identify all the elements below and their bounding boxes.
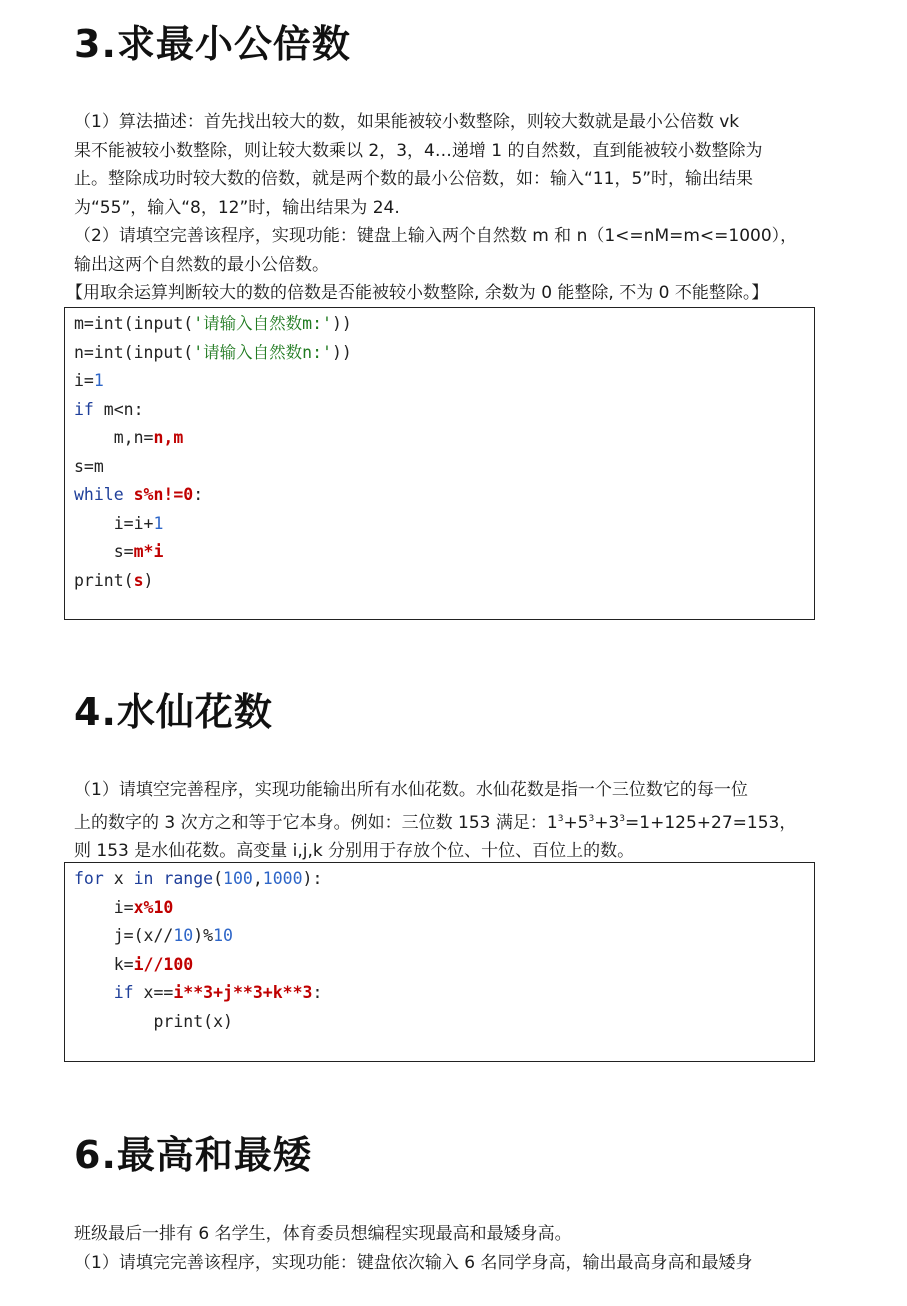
answer-token: m*i xyxy=(133,542,164,561)
section-heading-tallest-shortest: 6.最高和最矮 xyxy=(74,1133,312,1177)
code-line xyxy=(74,314,352,334)
code-token: 10 xyxy=(173,926,194,945)
paragraph: （1）算法描述：首先找出较大的数，如果能被较小数整除，则较大数就是最小公倍数 vk xyxy=(74,112,740,132)
paragraph: （1）请填空完善程序，实现功能输出所有水仙花数。水仙花数是指一个三位数它的每一位 xyxy=(74,780,748,800)
code-token: i= xyxy=(74,371,94,390)
superscript-3: 3 xyxy=(619,813,626,824)
answer-token: i**3+j**3+k**3 xyxy=(173,983,313,1002)
paragraph-note: 【用取余运算判断较大的数的倍数是否能被较小数整除, 余数为 0 能整除, 不为 0 不能整除。】 xyxy=(66,283,769,303)
code-line xyxy=(74,343,352,363)
code-line xyxy=(74,869,322,889)
paragraph: 为“55”，输入“8，12”时，输出结果为 24. xyxy=(74,197,400,218)
code-line xyxy=(74,926,233,946)
code-token xyxy=(154,869,164,888)
code-line xyxy=(74,485,203,505)
section-heading-narcissistic: 4.水仙花数 xyxy=(74,690,273,734)
code-token: , xyxy=(252,869,263,888)
code-token: s=m xyxy=(74,456,104,476)
code-token: x== xyxy=(133,983,174,1002)
code-token: while xyxy=(74,485,124,504)
code-token: '请输入自然数n:' xyxy=(193,342,332,362)
code-token: i= xyxy=(74,897,134,917)
code-line xyxy=(74,1012,233,1032)
code-token: for xyxy=(74,869,104,888)
code-token: s= xyxy=(74,542,134,561)
code-line xyxy=(74,983,322,1003)
answer-token: n,m xyxy=(153,428,184,447)
code-line xyxy=(74,898,173,918)
code-token: x xyxy=(103,869,134,888)
code-token: if xyxy=(113,983,134,1002)
code-token: )% xyxy=(193,926,214,945)
answer-token: s xyxy=(133,570,144,590)
paragraph: （2）请填空完善该程序，实现功能：键盘上输入两个自然数 m 和 n（1<=nM=m<=1000）， xyxy=(74,226,798,246)
superscript-3: 3 xyxy=(588,813,595,824)
section-body-tallest-shortest xyxy=(74,1220,834,1277)
code-line xyxy=(74,400,144,420)
code-line xyxy=(74,457,104,477)
code-token xyxy=(74,983,114,1002)
code-token: m,n= xyxy=(74,428,154,447)
code-token: range xyxy=(163,869,214,888)
code-token: m<n: xyxy=(93,399,144,419)
code-line xyxy=(74,542,163,562)
paragraph: 输出这两个自然数的最小公倍数。 xyxy=(74,254,329,275)
paragraph: 则 153 是水仙花数。高变量 i,j,k 分别用于存放个位、十位、百位上的数。 xyxy=(74,841,635,861)
code-line xyxy=(74,955,193,975)
code-token: '请输入自然数m:' xyxy=(193,314,332,333)
code-token: print( xyxy=(74,570,134,590)
code-token: print(x) xyxy=(74,1011,233,1031)
code-token: n=int(input( xyxy=(74,342,194,362)
code-token: : xyxy=(312,983,323,1002)
code-line xyxy=(74,371,104,391)
code-token: : xyxy=(193,485,204,504)
code-token: k= xyxy=(74,954,134,974)
paragraph: （1）请填完完善该程序，实现功能：键盘依次输入 6 名同学身高，输出最高身高和最矮身 xyxy=(74,1252,753,1273)
paragraph: 果不能被较小数整除，则让较大数乘以 2，3，4…递增 1 的自然数，直到能被较小数整除为 xyxy=(74,140,763,161)
section-body-narcissistic xyxy=(74,776,834,866)
code-token: ): xyxy=(302,869,323,888)
code-token: )) xyxy=(331,314,352,333)
code-token xyxy=(124,485,134,504)
superscript-3: 3 xyxy=(557,813,564,824)
section-body-lcm xyxy=(66,108,834,308)
section-heading-lcm: 3.求最小公倍数 xyxy=(74,22,351,66)
code-block-narcissistic xyxy=(64,862,815,1062)
code-token: 10 xyxy=(213,926,233,945)
code-block-lcm xyxy=(64,307,815,620)
code-token: 100 xyxy=(223,869,253,888)
paragraph: 止。整除成功时较大数的倍数，就是两个数的最小公倍数，如：输入“11，5”时，输出结果 xyxy=(74,169,754,189)
code-line xyxy=(74,571,153,591)
code-token: ( xyxy=(213,869,224,888)
code-token: )) xyxy=(331,342,352,362)
answer-token: i//100 xyxy=(133,954,194,974)
code-token: j=(x// xyxy=(74,926,174,945)
code-line xyxy=(74,514,163,534)
paragraph: 班级最后一排有 6 名学生，体育委员想编程实现最高和最矮身高。 xyxy=(74,1224,572,1244)
code-token: in xyxy=(133,869,154,888)
code-line xyxy=(74,428,183,448)
code-token: m=int(input( xyxy=(74,314,194,333)
answer-token: s%n!=0 xyxy=(133,485,194,504)
code-token: ) xyxy=(143,570,154,590)
code-token: 1 xyxy=(93,371,104,390)
code-token: if xyxy=(74,399,94,419)
answer-token: x%10 xyxy=(133,897,174,917)
code-token: 1 xyxy=(153,513,164,533)
code-token: i=i+ xyxy=(74,513,154,533)
code-token: 1000 xyxy=(262,869,303,888)
paragraph: 上的数字的 3 次方之和等于它本身。例如：三位数 153 满足：$1^3+5^3+3^3=1+125+27=153$， xyxy=(74,812,797,833)
